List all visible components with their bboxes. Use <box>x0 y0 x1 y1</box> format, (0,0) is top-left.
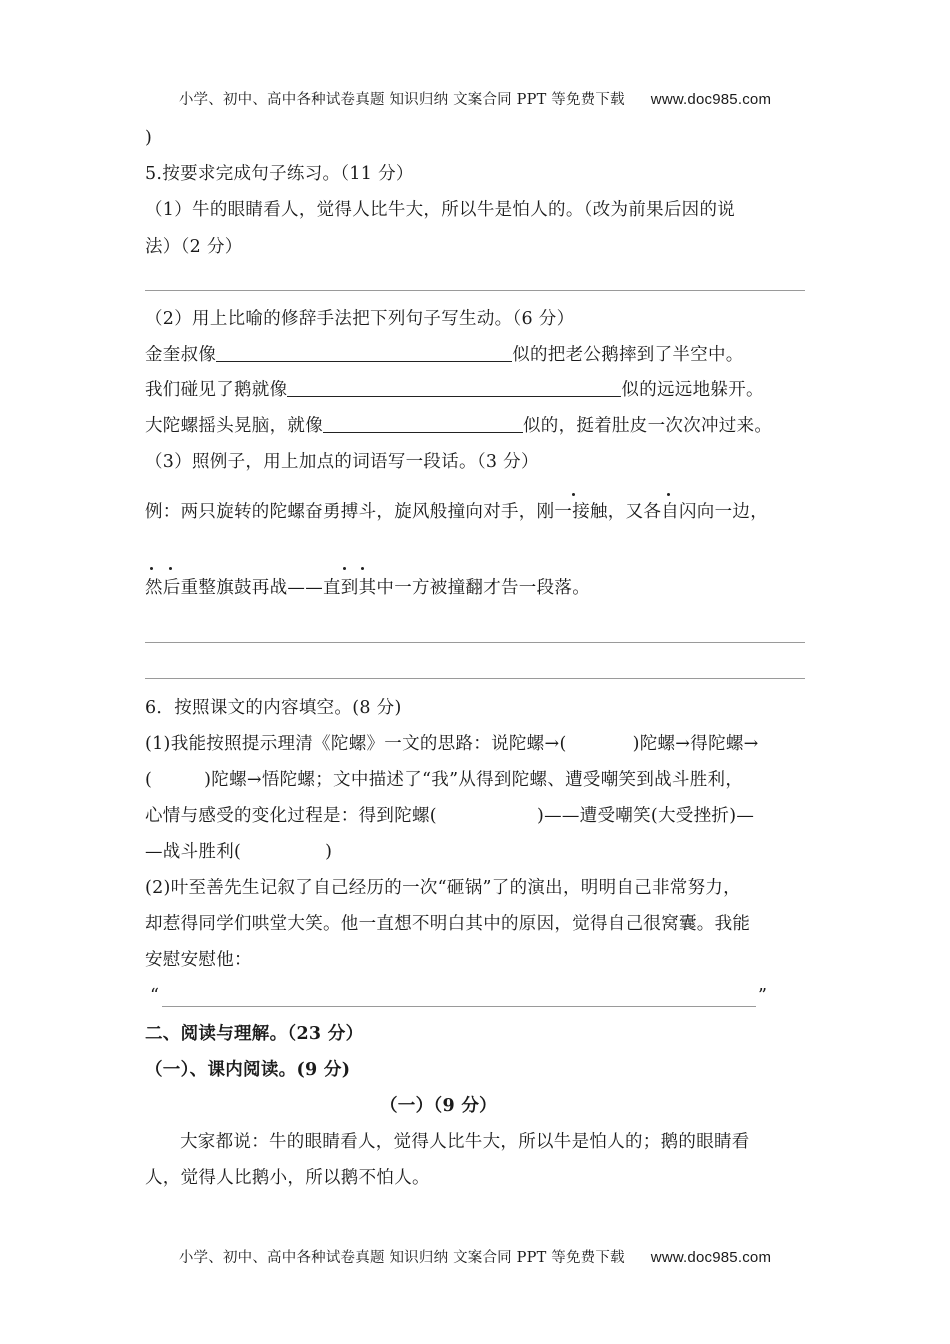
q5-part1-line2: 法）（2 分） <box>145 237 243 257</box>
simile-3-after: 似的，挺着肚皮一次次冲过来。 <box>523 416 773 436</box>
simile-sentence-2 <box>145 378 764 402</box>
simile-sentence-3 <box>145 414 772 438</box>
simile-1-before: 金奎叔像 <box>145 345 217 365</box>
q5-part2-title: （2）用上比喻的修辞手法把下列句子写生动。（6 分） <box>145 309 575 329</box>
q6-l3-a: 心情与感受的变化过程是：得到陀螺( <box>145 806 437 826</box>
header-text: 小学、初中、高中各种试卷真题 知识归纳 文案合同 PPT 等免费下载 <box>178 92 625 108</box>
simile-3-blank[interactable] <box>323 414 523 433</box>
example-line-1: 例：两只旋转的陀螺奋勇搏斗，旋风般撞向对手，刚一接触，又各自闪向一边， <box>145 502 768 522</box>
page-header <box>0 88 950 109</box>
section2-part-title: （一）（9 分） <box>380 1096 497 1116</box>
emphasis-dot <box>667 493 670 496</box>
q6-line-2 <box>145 768 743 792</box>
q6-line-4 <box>145 840 332 864</box>
footer-site: www.doc985.com <box>650 1249 772 1266</box>
q6-l2-b: )陀螺→悟陀螺；文中描述了“我”从得到陀螺、遭受嘲笑到战斗胜利， <box>204 770 744 790</box>
reading-para-line-2: 人，觉得人比鹅小，所以鹅不怕人。 <box>145 1168 430 1188</box>
page-footer <box>0 1246 950 1267</box>
q6-l1-a: (1)我能按照提示理清《陀螺》一文的思路：说陀螺→( <box>145 734 567 754</box>
reading-para-line-1: 大家都说：牛的眼睛看人，觉得人比牛大，所以牛是怕人的；鹅的眼睛看 <box>180 1132 750 1152</box>
q6-line-5: (2)叶至善先生记叙了自己经历的一次“砸锅”了的演出，明明自己非常努力， <box>145 878 741 898</box>
emphasis-dot <box>572 493 575 496</box>
example-line-2: 然后重整旗鼓再战——直到其中一方被撞翻才告一段落。 <box>145 578 590 598</box>
simile-1-blank[interactable] <box>216 343 512 362</box>
answer-line[interactable] <box>145 290 805 291</box>
q5-part1-line1: （1）牛的眼睛看人，觉得人比牛大，所以牛是怕人的。（改为前果后因的说 <box>145 200 736 220</box>
q6-l3-b: )——遭受嘲笑(大受挫折)— <box>536 806 755 826</box>
simile-2-blank[interactable] <box>287 378 621 397</box>
simile-3-before: 大陀螺摇头晃脑，就像 <box>145 416 323 436</box>
q6-line-3 <box>145 804 754 828</box>
answer-line[interactable] <box>145 642 805 643</box>
answer-line[interactable] <box>145 678 805 679</box>
quote-open: “ <box>150 986 160 1006</box>
emphasis-dot <box>361 567 364 570</box>
simile-1-after: 似的把老公鹅摔到了半空中。 <box>512 345 744 365</box>
q5-part3-title: （3）照例子，用上加点的词语写一段话。（3 分） <box>145 452 539 472</box>
emphasis-dot <box>343 567 346 570</box>
q6-line-7: 安慰安慰他： <box>145 950 252 970</box>
q6-l4-b: ) <box>325 842 333 862</box>
q6-line-1 <box>145 732 759 756</box>
q5-title: 5.按要求完成句子练习。（11 分） <box>145 164 414 184</box>
quote-close: ” <box>758 986 768 1006</box>
simile-2-before: 我们碰见了鹅就像 <box>145 380 288 400</box>
section2-title: 二、阅读与理解。（23 分） <box>145 1024 364 1044</box>
comfort-answer-line[interactable] <box>162 1006 756 1007</box>
q6-l1-b: )陀螺→得陀螺→ <box>632 734 759 754</box>
footer-text: 小学、初中、高中各种试卷真题 知识归纳 文案合同 PPT 等免费下载 <box>178 1250 625 1266</box>
section2-subtitle: （一）、课内阅读。(9 分) <box>145 1060 351 1080</box>
q6-l2-a: ( <box>145 770 153 790</box>
emphasis-dot <box>150 567 153 570</box>
carry-paren: ) <box>145 128 153 148</box>
simile-2-after: 似的远远地躲开。 <box>621 380 764 400</box>
q6-l4-a: —战斗胜利( <box>145 842 242 862</box>
emphasis-dot <box>169 567 172 570</box>
q6-line-6: 却惹得同学们哄堂大笑。他一直想不明白其中的原因，觉得自己很窝囊。我能 <box>145 914 751 934</box>
header-site: www.doc985.com <box>650 91 772 108</box>
simile-sentence-1 <box>145 343 744 367</box>
q6-title: 6．按照课文的内容填空。(8 分) <box>145 698 402 718</box>
